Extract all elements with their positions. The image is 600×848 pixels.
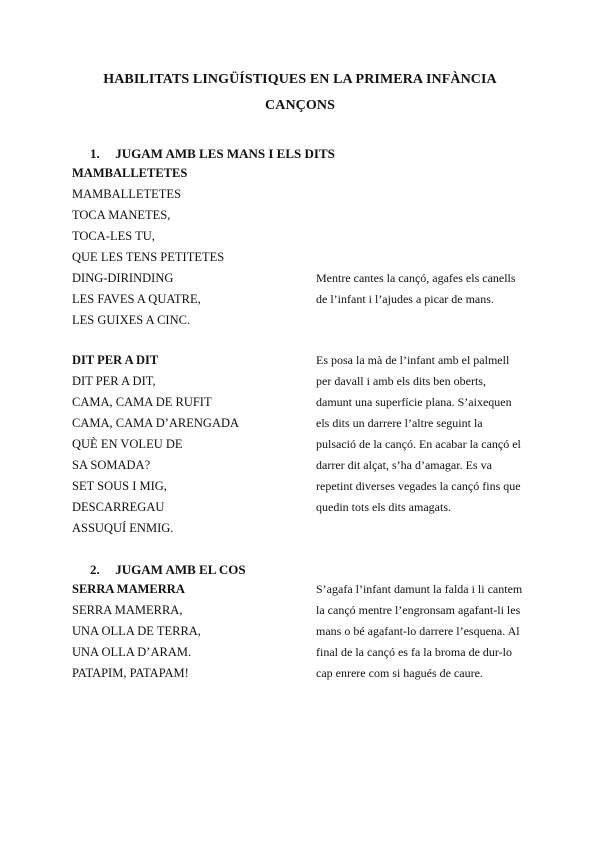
section-heading-2	[90, 562, 246, 578]
lyric-line: DIT PER A DIT,	[72, 374, 156, 388]
song-mamballetetes-description	[316, 268, 548, 310]
lyric-line: TOCA-LES TU,	[72, 229, 155, 243]
description-line: Mentre cantes la cançó, agafes els canells	[316, 271, 516, 285]
lyric-line: UNA OLLA D’ARAM.	[72, 645, 192, 659]
description-line: pulsació de la cançó. En acabar la cançó el	[316, 437, 521, 451]
description-line: cap enrere com si hagués de caure.	[316, 666, 483, 680]
lyric-line: SERRA MAMERRA,	[72, 603, 183, 617]
song-title: SERRA MAMERRA	[72, 582, 185, 596]
lyric-line: MAMBALLETETES	[72, 187, 182, 201]
lyric-line: LES FAVES A QUATRE,	[72, 292, 201, 306]
section-heading-1	[90, 146, 335, 162]
description-line: damunt una superfície plana. S’aixequen	[316, 395, 512, 409]
lyric-line: SET SOUS I MIG,	[72, 479, 167, 493]
song-dit-per-a-dit-description	[316, 350, 548, 518]
lyric-line: PATAPIM, PATAPAM!	[72, 666, 189, 680]
song-mamballetetes-lyrics	[72, 163, 322, 331]
description-line: darrer dit alçat, s’ha d’amagar. Es va	[316, 458, 492, 472]
section-number: 1.	[90, 146, 100, 161]
lyric-line: SA SOMADA?	[72, 458, 151, 472]
description-line: de l’infant i l’ajudes a picar de mans.	[316, 292, 494, 306]
lyric-line: TOCA MANETES,	[72, 208, 171, 222]
description-line: S’agafa l’infant damunt la falda i li cantem	[316, 582, 523, 596]
document-subtitle: CANÇONS	[265, 98, 335, 113]
description-line: final de la cançó es fa la broma de dur-lo	[316, 645, 513, 659]
description-line: repetint diverses vegades la cançó fins que	[316, 479, 521, 493]
description-line: per davall i amb els dits ben oberts,	[316, 374, 486, 388]
song-serra-mamerra-lyrics	[72, 579, 322, 684]
section-title: JUGAM AMB LES MANS I ELS DITS	[115, 146, 335, 161]
document-title: HABILITATS LINGÜÍSTIQUES EN LA PRIMERA INFÀNCIA	[103, 72, 497, 87]
lyric-line: DESCARREGAU	[72, 500, 165, 514]
section-title: JUGAM AMB EL COS	[115, 562, 246, 577]
song-serra-mamerra-description	[316, 579, 548, 684]
song-dit-per-a-dit-lyrics	[72, 350, 322, 539]
song-title: DIT PER A DIT	[72, 353, 159, 367]
lyric-line: CAMA, CAMA D’ARENGADA	[72, 416, 240, 430]
description-line: mans o bé agafant-lo darrere l’esquena. Al	[316, 624, 520, 638]
description-line: els dits un darrere l’altre seguint la	[316, 416, 483, 430]
lyric-line: UNA OLLA DE TERRA,	[72, 624, 201, 638]
description-line: la cançó mentre l’engronsam agafant-li les	[316, 603, 521, 617]
song-title: MAMBALLETETES	[72, 166, 188, 180]
description-line: quedin tots els dits amagats.	[316, 500, 451, 514]
lyric-line: CAMA, CAMA DE RUFIT	[72, 395, 212, 409]
lyric-line: QUE LES TENS PETITETES	[72, 250, 225, 264]
lyric-line: DING-DIRINDING	[72, 271, 174, 285]
lyric-line: ASSUQUÍ ENMIG.	[72, 521, 174, 535]
description-line: Es posa la mà de l’infant amb el palmell	[316, 353, 510, 367]
section-number: 2.	[90, 562, 100, 577]
lyric-line: QUÈ EN VOLEU DE	[72, 437, 183, 451]
lyric-line: LES GUIXES A CINC.	[72, 313, 191, 327]
